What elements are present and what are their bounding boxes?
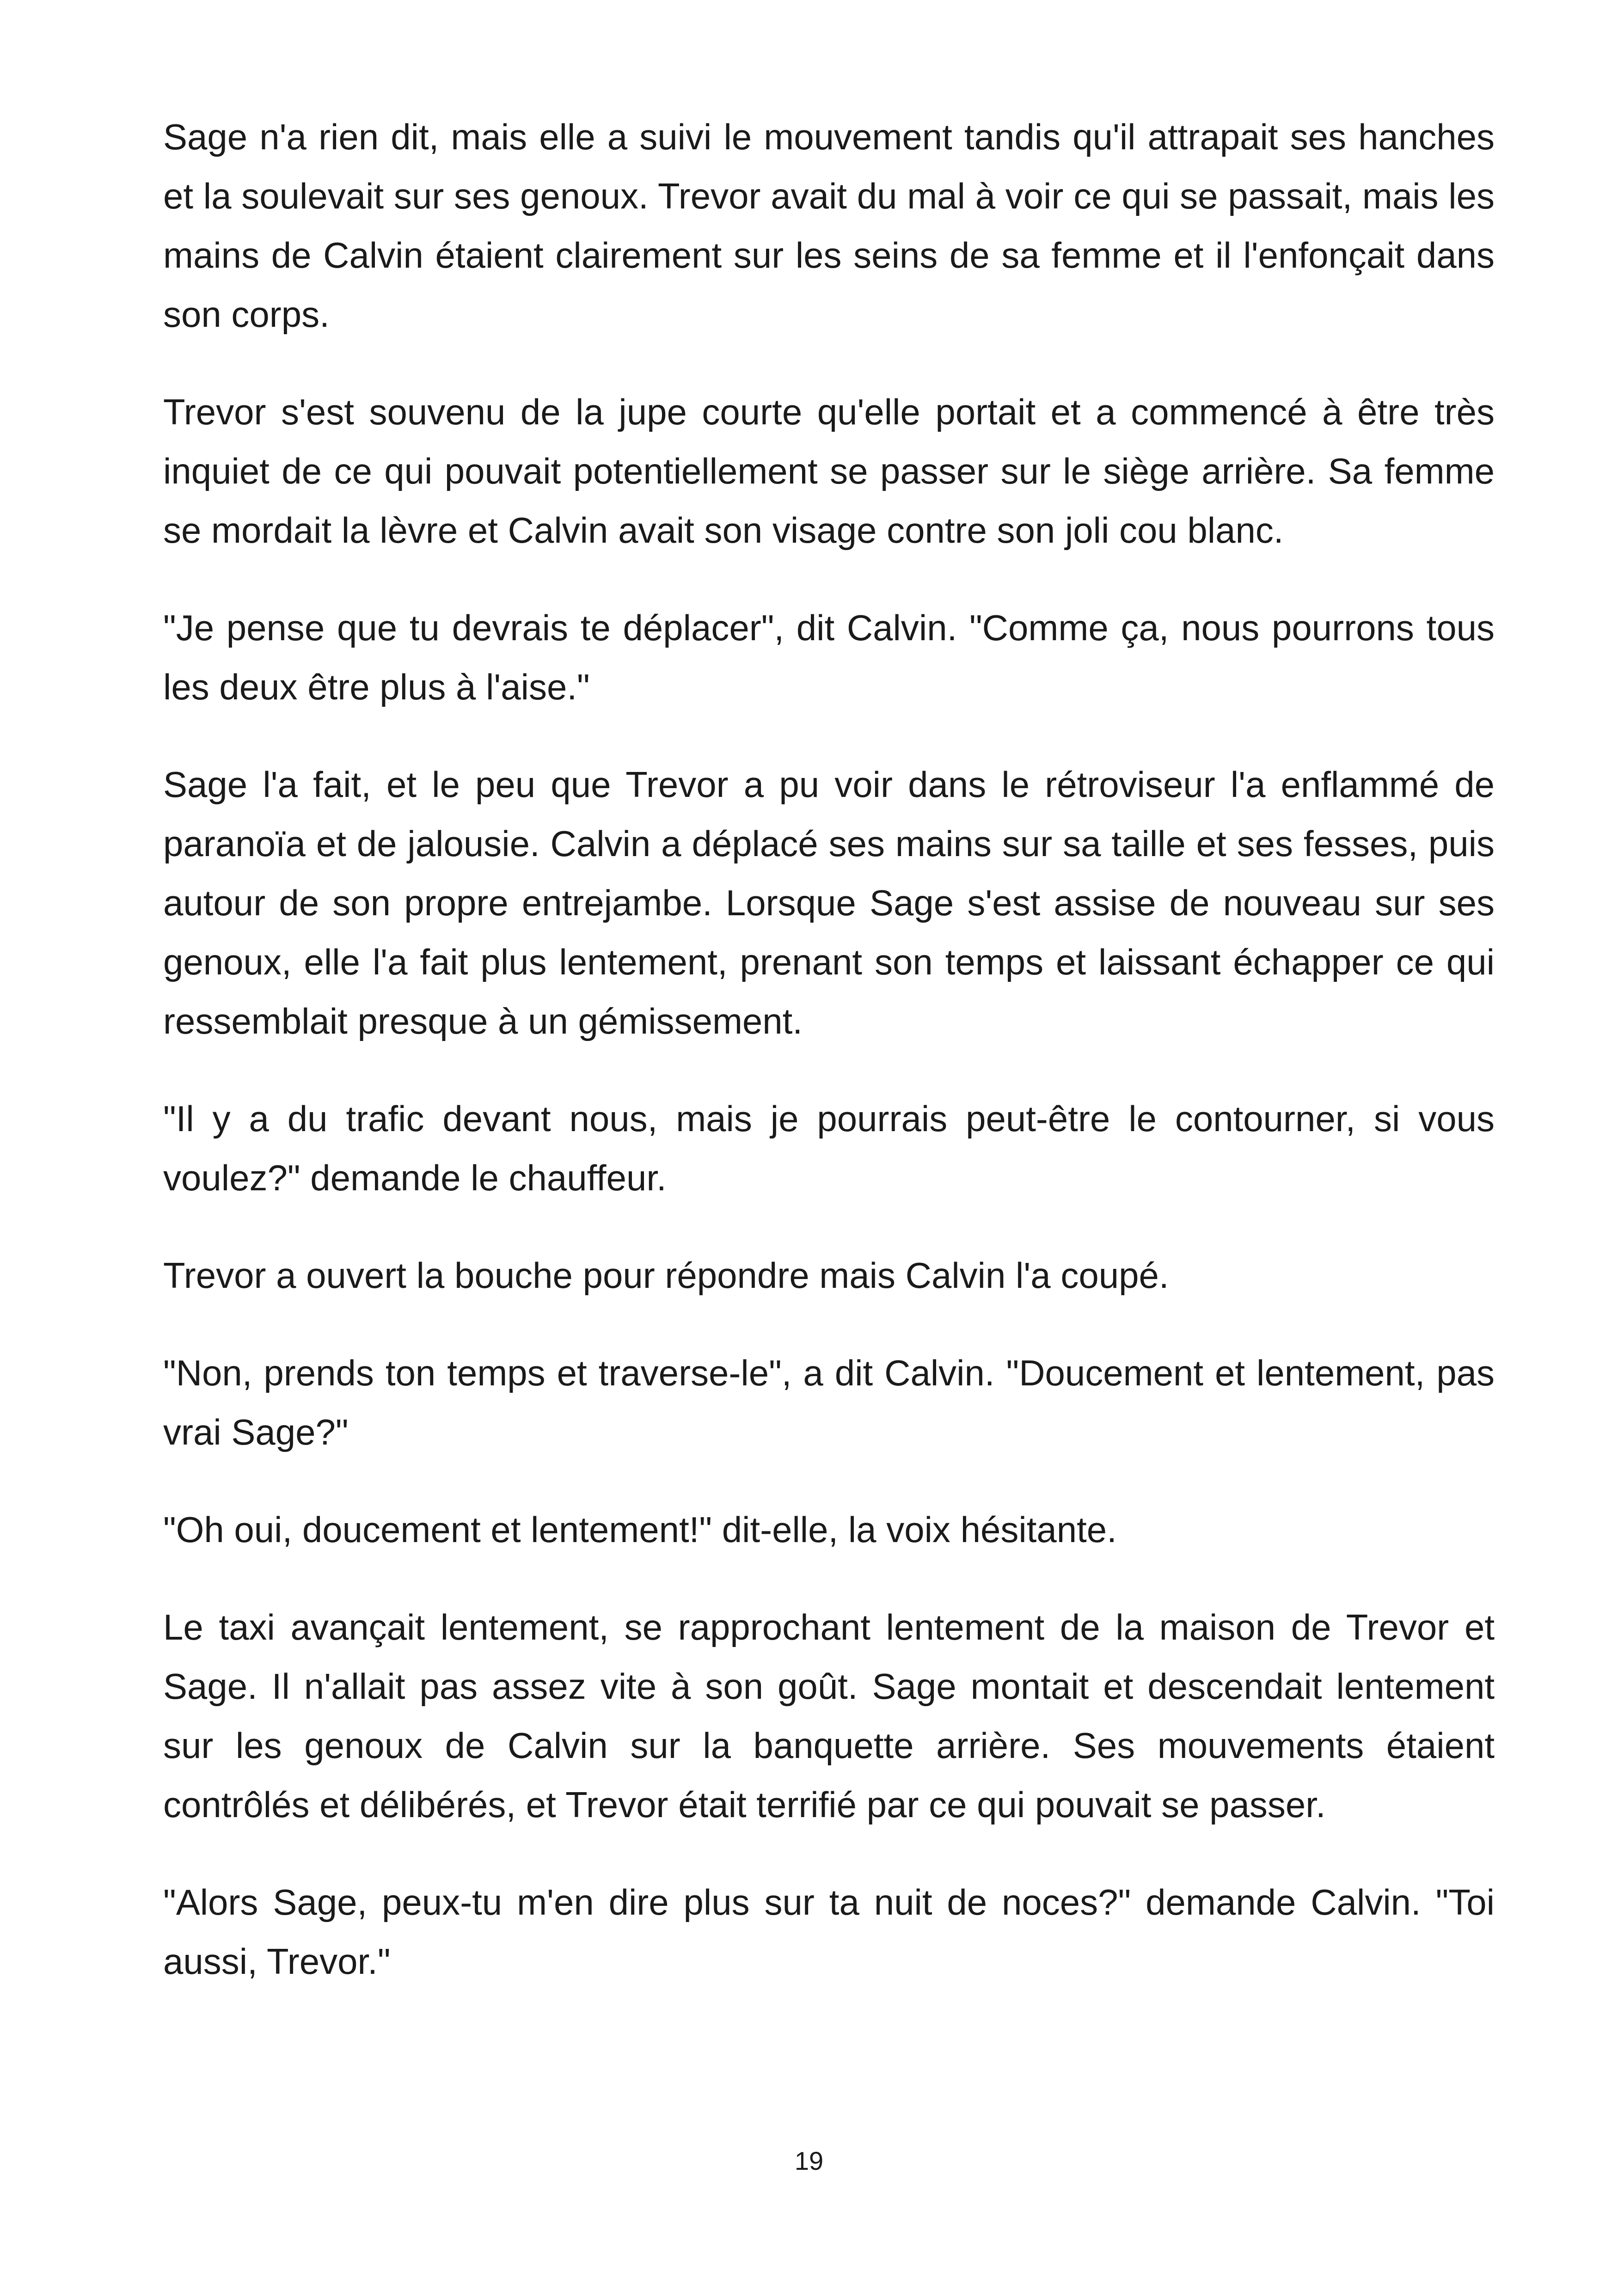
paragraph-1: Sage n'a rien dit, mais elle a suivi le mouvement tandis qu'il attrapait ses hanches et la soulevait sur ses genoux. Trevor avait du mal à voir ce qui se passait, mais les mains de Calvin étaient clairement sur les seins de sa femme et il l'enfonçait dans son corps.	[163, 116, 1495, 335]
paragraph-4: Sage l'a fait, et le peu que Trevor a pu voir dans le rétroviseur l'a enflammé de paranoïa et de jalousie. Calvin a déplacé ses mains sur sa taille et ses fesses, puis autour de son propre entrejambe. Lorsque Sage s'est assise de nouveau sur ses genoux, elle l'a fait plus lentement, prenant son temps et laissant échapper ce qui ressemblait presque à un gémissement.	[163, 764, 1495, 1041]
page-number: 19	[794, 2146, 824, 2175]
paragraph-3: "Je pense que tu devrais te déplacer", dit Calvin. "Comme ça, nous pourrons tous les deux être plus à l'aise."	[163, 607, 1495, 707]
body-text	[163, 107, 1495, 2029]
paragraph-8: "Oh oui, doucement et lentement!" dit-elle, la voix hésitante.	[163, 1509, 1117, 1550]
paragraph-10: "Alors Sage, peux-tu m'en dire plus sur ta nuit de noces?" demande Calvin. "Toi aussi, Trevor."	[163, 1882, 1495, 1982]
paragraph-2: Trevor s'est souvenu de la jupe courte qu'elle portait et a commencé à être très inquiet de ce qui pouvait potentiellement se passer sur le siège arrière. Sa femme se mordait la lèvre et Calvin avait son visage contre son joli cou blanc.	[163, 392, 1495, 551]
paragraph-9: Le taxi avançait lentement, se rapprochant lentement de la maison de Trevor et Sage. Il n'allait pas assez vite à son goût. Sage montait et descendait lentement sur les genoux de Calvin sur la banquette arrière. Ses mouvements étaient contrôlés et délibérés, et Trevor était terrifié par ce qui pouvait se passer.	[163, 1607, 1495, 1825]
paragraph-7: "Non, prends ton temps et traverse-le", a dit Calvin. "Doucement et lentement, pas vrai Sage?"	[163, 1353, 1495, 1452]
paragraph-6: Trevor a ouvert la bouche pour répondre mais Calvin l'a coupé.	[163, 1255, 1169, 1296]
paragraph-5: "Il y a du trafic devant nous, mais je pourrais peut-être le contourner, si vous voulez?" demande le chauffeur.	[163, 1098, 1495, 1198]
